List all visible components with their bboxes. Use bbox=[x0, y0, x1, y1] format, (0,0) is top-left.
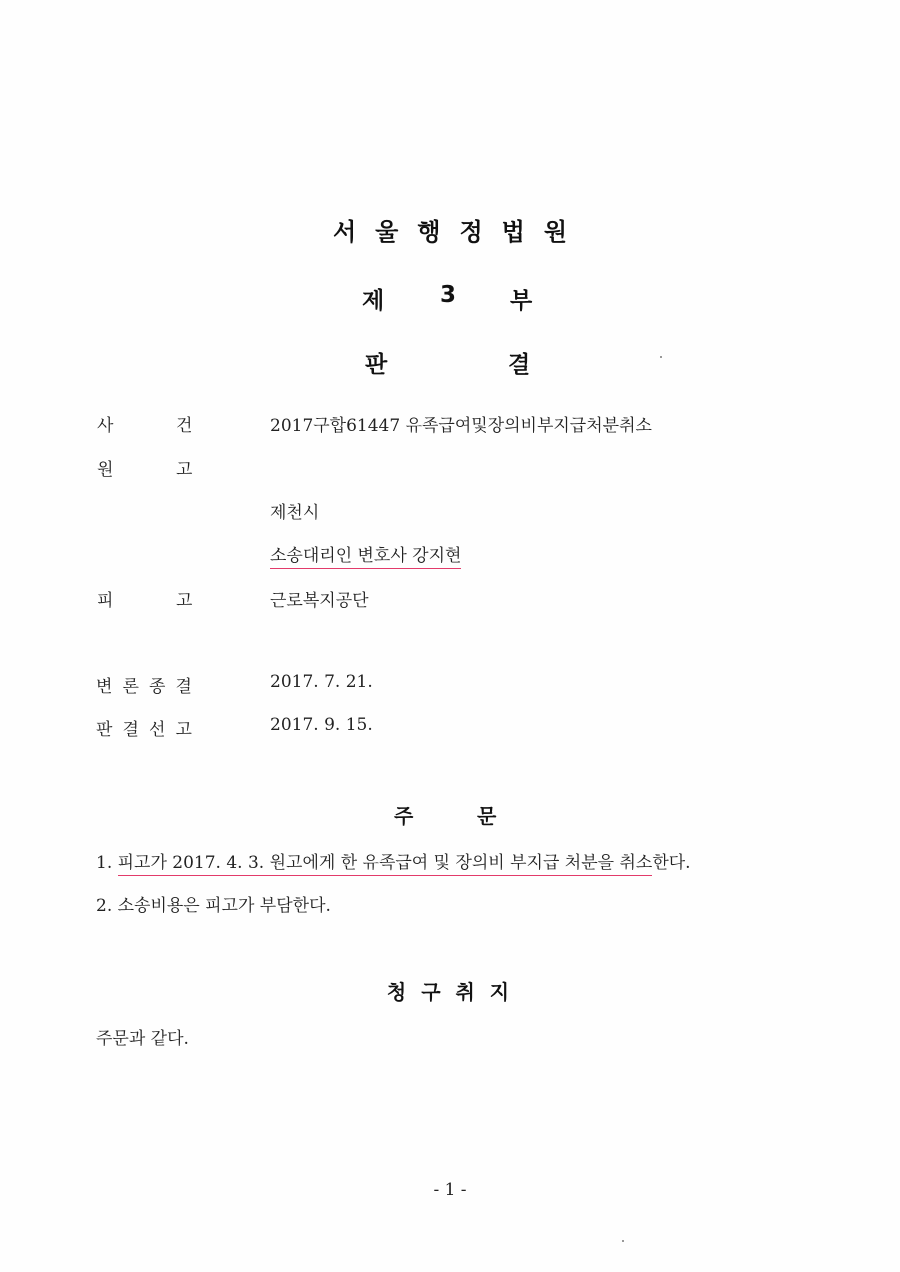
closing-date-label bbox=[96, 672, 192, 697]
order-item-2: 2. 소송비용은 피고가 부담한다. bbox=[96, 896, 331, 916]
case-number-value: 2017구합61447 유족급여및장의비부지급처분취소 bbox=[270, 416, 652, 436]
order-item-1-underlined: 피고가 2017. 4. 3. 원고에게 한 유족급여 및 장의비 부지급 처분을 취소 bbox=[118, 853, 653, 876]
closing-label-char: 결 bbox=[175, 677, 192, 697]
verdict-date-label bbox=[96, 715, 192, 740]
order-heading-char-1: 주 bbox=[394, 804, 414, 828]
judgment-title-char-1: 판 bbox=[365, 352, 388, 378]
division-number: 3 bbox=[440, 282, 457, 308]
defendant-value: 근로복지공단 bbox=[270, 591, 369, 611]
closing-label-char: 종 bbox=[149, 677, 166, 697]
scan-speck bbox=[660, 356, 662, 358]
judgment-title-char-2: 결 bbox=[508, 352, 531, 378]
defendant-label-char-2: 고 bbox=[176, 591, 193, 611]
court-name: 서울행정법원 bbox=[332, 218, 587, 246]
order-item-1 bbox=[96, 848, 691, 873]
claim-heading: 청 구 취 지 bbox=[386, 980, 514, 1004]
plaintiff-city: 제천시 bbox=[270, 503, 320, 523]
verdict-label-char: 판 bbox=[96, 720, 113, 740]
division-char-1: 제 bbox=[362, 288, 385, 314]
scan-speck bbox=[622, 1240, 624, 1242]
defendant-label-char-1: 피 bbox=[97, 591, 114, 611]
verdict-label-char: 결 bbox=[122, 720, 139, 740]
order-heading-char-2: 문 bbox=[477, 804, 497, 828]
claim-text: 주문과 같다. bbox=[96, 1029, 189, 1049]
page-number: - 1 - bbox=[433, 1180, 467, 1200]
verdict-date-value: 2017. 9. 15. bbox=[270, 715, 373, 735]
order-item-1-prefix: 1. bbox=[96, 853, 118, 873]
case-label-char-2: 건 bbox=[176, 416, 193, 436]
plaintiff-label-char-2: 고 bbox=[176, 460, 193, 480]
plaintiff-counsel: 소송대리인 변호사 강지현 bbox=[270, 541, 461, 569]
verdict-label-char: 선 bbox=[149, 720, 166, 740]
closing-label-char: 론 bbox=[122, 677, 139, 697]
plaintiff-label-char-1: 원 bbox=[97, 460, 114, 480]
case-label-char-1: 사 bbox=[97, 416, 114, 436]
division-char-2: 부 bbox=[510, 288, 533, 314]
verdict-label-char: 고 bbox=[175, 720, 192, 740]
closing-label-char: 변 bbox=[96, 677, 113, 697]
closing-date-value: 2017. 7. 21. bbox=[270, 672, 373, 692]
order-item-1-suffix: 한다. bbox=[652, 853, 691, 873]
